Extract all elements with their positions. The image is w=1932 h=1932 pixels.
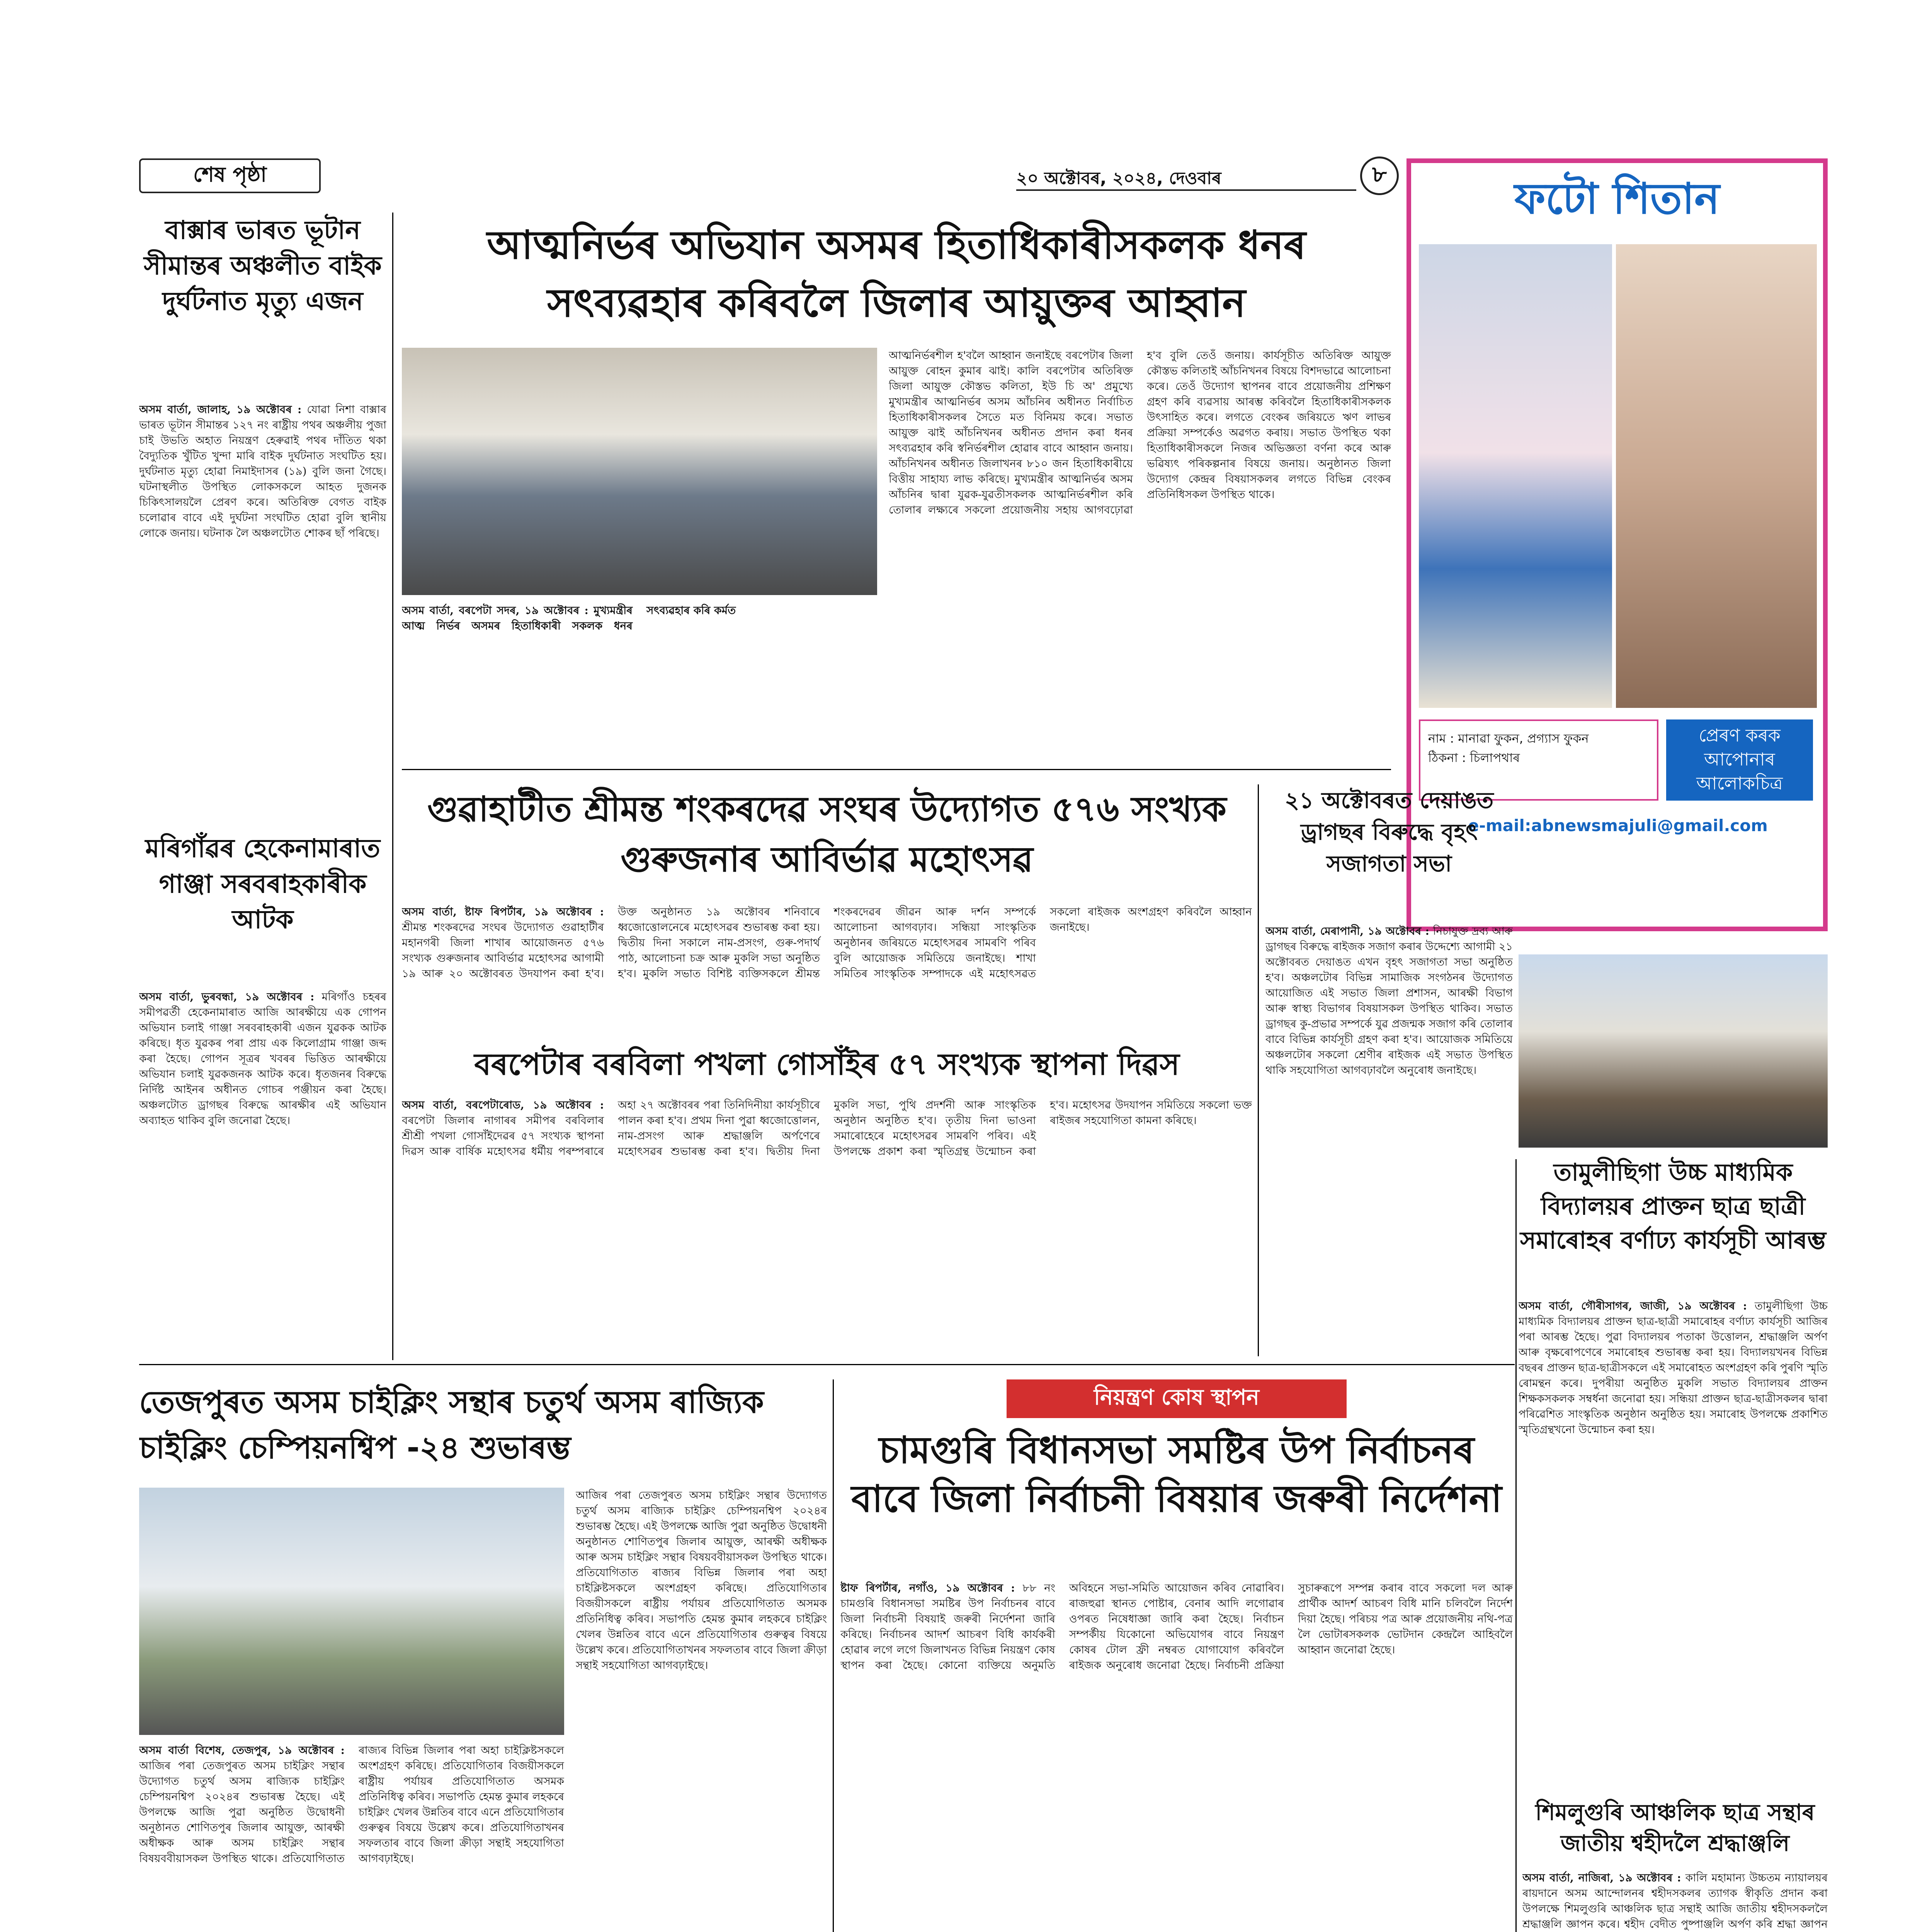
story-headline: চামগুৰি বিধানসভা সমষ্টিৰ উপ নিৰ্বাচনৰ বাবে জিলা নিৰ্বাচনী বিষয়াৰ জৰুৰী নিৰ্দেশনা [851, 1429, 1502, 1520]
story-headline: মৰিগাঁৱৰ হেকেনামাৰাত গাঞ্জা সৰবৰাহকাৰীক আটক [145, 833, 381, 934]
story-body-right: আজিৰ পৰা তেজপুৰত অসম চাইক্লিং সন্থাৰ উদ্যোগত চতুৰ্থ অসম ৰাজ্যিক চাইক্লিং চেম্পিয়নশ্বিপ ২০২৪ৰ শুভাৰম্ভ হৈছে। এই উপলক্ষে আজি পুৱা অনুষ্ঠিত উদ্বোধনী অনুষ্ঠানত শোণিতপুৰ জিলাৰ আয়ুক্ত, আৰক্ষী অধীক্ষক আৰু অসম চাইক্লিং সন্থাৰ বিষয়ববীয়াসকল উপস্থিত থাকে। প্ৰতিযোগিতাত ৰাজ্যৰ বিভিন্ন জিলাৰ পৰা অহা চাইক্লিষ্টসকলে অংশগ্ৰহণ কৰিছে। প্ৰতিযোগিতাৰ বিজয়ীসকলে ৰাষ্ট্ৰীয় পৰ্যায়ৰ প্ৰতিযোগিতাত অসমক প্ৰতিনিধিত্ব কৰিব। সভাপতি হেমন্ত কুমাৰ লহকৰে চাইক্লিং খেলৰ উন্নতিৰ বাবে এনে প্ৰতিযোগিতাৰ গুৰুত্বৰ বিষয়ে উল্লেখ কৰে। প্ৰতিযোগিতাখনৰ সফলতাৰ বাবে জিলা ক্ৰীড়া সন্থাই সহযোগিতা আগবঢ়াইছে। [576, 1489, 827, 1672]
story-headline: তামুলীছিগা উচ্চ মাধ্যমিক বিদ্যালয়ৰ প্ৰাক্তন ছাত্ৰ ছাত্ৰী সমাৰোহৰ বৰ্ণাঢ্য কাৰ্যসূচী আৰম্ভ [1520, 1158, 1826, 1254]
story-body: অসম বাৰ্তা, ভুৰবন্ধা, ১৯ অক্টোবৰ : মৰিগাঁও চহৰৰ সমীপৱৰ্তী হেকেনামাৰাত আজি আৰক্ষীয়ে এক গোপন অভিযান চলাই গাঞ্জা সৰবৰাহকাৰী এজন যুৱকক আটক কৰিছে। ধৃত যুৱকৰ পৰা প্ৰায় এক কিলোগ্ৰাম গাঞ্জা জব্দ কৰা হৈছে। গোপন সূত্ৰৰ খবৰৰ ভিত্তিত আৰক্ষীয়ে অভিযান চলাই যুৱকজনক আটক কৰে। ধৃতজনৰ বিৰুদ্ধে নিৰ্দিষ্ট আইনৰ অধীনত গোচৰ পঞ্জীয়ন কৰা হৈছে। অঞ্চলটোত ড্ৰাগছৰ বিৰুদ্ধে আৰক্ষীৰ এই অভিযান অব্যাহত থাকিব বুলি জনোৱা হৈছে। [139, 990, 386, 1127]
story-headline: গুৱাহাটীত শ্ৰীমন্ত শংকৰদেৱ সংঘৰ উদ্যোগত ৫৭৬ সংখ্যক গুৰুজনাৰ আবিৰ্ভাৱ মহোৎসৱ [427, 789, 1227, 880]
photo-alumni-meet [1519, 954, 1828, 1148]
section-rule [139, 1364, 1515, 1365]
photo-caption-meeting: অসম বাৰ্তা, বৰপেটা সদৰ, ১৯ অক্টোবৰ : মুখ্যমন্ত্ৰীৰ আত্ম নিৰ্ভৰ অসমৰ হিতাধিকাৰী সকলক ধনৰ সৎব্যৱহাৰ কৰি কৰ্মত [402, 604, 736, 632]
story-self-reliant [402, 216, 1391, 765]
section-rule [402, 769, 1391, 770]
story-body: অসম বাৰ্তা, মেৰাপানী, ১৯ অক্টোবৰ : নিচাযুক্ত দ্ৰব্য আৰু ড্ৰাগছৰ বিৰুদ্ধে ৰাইজক সজাগ কৰাৰ উদ্দেশ্যে আগামী ২১ অক্টোবৰত দেয়াঙত এখন বৃহৎ সজাগতা সভা অনুষ্ঠিত হ'ব। অঞ্চলটোৰ বিভিন্ন সামাজিক সংগঠনৰ উদ্যোগত আয়োজিত এই সভাত জিলা প্ৰশাসন, আৰক্ষী বিভাগ আৰু স্বাস্থ্য বিভাগৰ বিষয়াসকল উপস্থিত থাকিব। সভাত ড্ৰাগছৰ কু-প্ৰভাৱ সম্পৰ্কে যুৱ প্ৰজন্মক সজাগ কৰি তোলাৰ বাবে বিভিন্ন কাৰ্যসূচী গ্ৰহণ কৰা হ'ব। আয়োজক সমিতিয়ে অঞ্চলটোৰ সকলো শ্ৰেণীৰ ৰাইজক এই সভাত উপস্থিত থাকি সহযোগিতা আগবঢ়াবলৈ অনুৰোধ জনাইছে। [1265, 925, 1513, 1077]
column-rule [833, 1379, 834, 1932]
photo-contest-title: ফটো শিতান [1514, 174, 1720, 223]
story-drugs-awareness [1265, 784, 1513, 1356]
column-rule [392, 213, 393, 1360]
photo-name: নাম : মানাৱা ফুকন, প্রগ্যাস ফুকন [1428, 731, 1589, 746]
story-headline: আত্মনিৰ্ভৰ অভিযান অসমৰ হিতাধিকাৰীসকলক ধনৰ সৎব্যৱহাৰ কৰিবলৈ জিলাৰ আয়ুক্তৰ আহ্বান [487, 222, 1306, 326]
photo-contest-email[interactable]: e-mail:abnewsmajuli@gmail.com [1468, 816, 1768, 835]
story-body: ষ্টাফ ৰিপৰ্টাৰ, নগাঁও, ১৯ অক্টোবৰ : ৮৮ নং চামগুৰি বিধানসভা সমষ্টিৰ উপ নিৰ্বাচনৰ বাবে জিলা নিৰ্বাচনী বিষয়াই জৰুৰী নিৰ্দেশনা জাৰি কৰিছে। নিৰ্বাচনৰ আদৰ্শ আচৰণ বিধি কাৰ্যকৰী হোৱাৰ লগে লগে জিলাখনত বিভিন্ন নিয়ন্ত্ৰণ কোষ স্থাপন কৰা হৈছে। কোনো ব্যক্তিয়ে অনুমতি অবিহনে সভা-সমিতি আয়োজন কৰিব নোৱাৰিব। ৰাজহুৱা স্থানত পোষ্টাৰ, বেনাৰ আদি লগোৱাৰ ওপৰত নিষেধাজ্ঞা জাৰি কৰা হৈছে। নিৰ্বাচন সম্পৰ্কীয় যিকোনো অভিযোগৰ বাবে নিয়ন্ত্ৰণ কোষৰ টোল ফ্ৰী নম্বৰত যোগাযোগ কৰিবলৈ ৰাইজক অনুৰোধ জনোৱা হৈছে। নিৰ্বাচনী প্ৰক্ৰিয়া সুচাৰুৰূপে সম্পন্ন কৰাৰ বাবে সকলো দল আৰু প্ৰাৰ্থীক আদৰ্শ আচৰণ বিধি মানি চলিবলৈ নিৰ্দেশ দিয়া হৈছে। পৰিচয় পত্ৰ আৰু প্ৰয়োজনীয় নথি-পত্ৰ লৈ ভোটাৰসকলক ভোটদান কেন্দ্ৰলৈ আহিবলৈ আহ্বান জনোৱা হৈছে। [840, 1582, 1513, 1672]
story-body: অসম বাৰ্তা, গৌৰীসাগৰ, জাজী, ১৯ অক্টোবৰ : তামুলীছিগা উচ্চ মাধ্যমিক বিদ্যালয়ৰ প্ৰাক্তন ছাত্ৰ-ছাত্ৰী সমাৰোহৰ বৰ্ণাঢ্য কাৰ্যসূচী আজিৰ পৰা আৰম্ভ হৈছে। পুৱা বিদ্যালয়ৰ পতাকা উত্তোলন, শ্ৰদ্ধাঞ্জলি অৰ্পণ আৰু বৃক্ষৰোপণেৰে সমাৰোহৰ শুভাৰম্ভ কৰা হয়। বিদ্যালয়খনৰ বিভিন্ন বছৰৰ প্ৰাক্তন ছাত্ৰ-ছাত্ৰীসকলে এই সমাৰোহত অংশগ্ৰহণ কৰি পুৰণি স্মৃতি ৰোমন্থন কৰে। দুপৰীয়া অনুষ্ঠিত মুকলি সভাত বিদ্যালয়ৰ প্ৰাক্তন শিক্ষকসকলক সম্বৰ্ধনা জনোৱা হয়। সন্ধিয়া প্ৰাক্তন ছাত্ৰ-ছাত্ৰীসকলৰ দ্বাৰা পৰিৱেশিত সাংস্কৃতিক অনুষ্ঠান অনুষ্ঠিত হয়। সমাৰোহ উপলক্ষে প্ৰকাশিত স্মৃতিগ্ৰন্থখনো উন্মোচন কৰা হয়। [1519, 1299, 1828, 1436]
story-body: অসম বাৰ্তা, ষ্টাফ ৰিপৰ্টাৰ, ১৯ অক্টোবৰ : শ্ৰীমন্ত শংকৰদেৱ সংঘৰ উদ্যোগত গুৱাহাটীৰ মহানগৰী জিলা শাখাৰ আয়োজনত ৫৭৬ সংখ্যক গুৰুজনাৰ আবিৰ্ভাৱ মহোৎসৱ আগামী ১৯ আৰু ২০ অক্টোবৰত উদযাপন কৰা হ'ব। উক্ত অনুষ্ঠানত ১৯ অক্টোবৰ শনিবাৰে ধ্বজোত্তোলনেৰে মহোৎসৱৰ শুভাৰম্ভ কৰা হয়। দ্বিতীয় দিনা সকালে নাম-প্ৰসংগ, গুৰু-পদাৰ্থ পাঠ, আলোচনা চক্ৰ আৰু মুকলি সভা অনুষ্ঠিত হ'ব। মুকলি সভাত বিশিষ্ট ব্যক্তিসকলে শ্ৰীমন্ত শংকৰদেৱৰ জীৱন আৰু দৰ্শন সম্পৰ্কে আলোচনা আগবঢ়াব। সন্ধিয়া সাংস্কৃতিক অনুষ্ঠানৰ জৰিয়তে মহোৎসৱৰ সামৰণি পৰিব বুলি আয়োজক সমিতিয়ে জনাইছে। শাখা সমিতিৰ সাংস্কৃতিক সম্পাদকে এই মহোৎসৱত সকলো ৰাইজক অংশগ্ৰহণ কৰিবলৈ আহ্বান জনাইছে। [402, 905, 1252, 980]
story-body: আত্মনিৰ্ভৰশীল হ'বলৈ আহ্বান জনাইছে বৰপেটাৰ জিলা আয়ুক্ত ৰোহন কুমাৰ ঝাই। কালি বৰপেটাৰ অতিৰিক্ত জিলা আয়ুক্ত কৌস্তভ কলিতা, ইউ চি অ' প্ৰমুখ্যে মুখ্যমন্ত্ৰীৰ আত্মনিৰ্ভৰ অসম আঁচনিৰ অধীনত নিৰ্বাচিত হিতাধিকাৰীসকলৰ সৈতে মত বিনিময় কৰে। সভাত আয়ুক্ত ঝাই আঁচনিখনৰ অধীনত প্ৰদান কৰা ধনৰ সৎব্যৱহাৰ কৰি স্বনিৰ্ভৰশীল হোৱাৰ বাবে আহ্বান জনায়। আঁচনিখনৰ অধীনত জিলাখনৰ ৮১০ জন হিতাধিকাৰীয়ে বিত্তীয় সাহায্য লাভ কৰিছে। মুখ্যমন্ত্ৰীৰ আত্মনিৰ্ভৰ অসম আঁচনিৰ দ্বাৰা যুৱক-যুৱতীসকলক আত্মনিৰ্ভৰশীল কৰি তোলাৰ লক্ষ্যৰে সকলো প্ৰয়োজনীয় সহায় আগবঢ়োৱা হ'ব বুলি তেওঁ জনায়। কাৰ্যসূচীত অতিৰিক্ত আয়ুক্ত কৌস্তভ কলিতাই আঁচনিখনৰ বিষয়ে বিশদভাৱে আলোচনা কৰে। তেওঁ উদ্যোগ স্থাপনৰ বাবে প্ৰয়োজনীয় প্ৰশিক্ষণ গ্ৰহণ কৰি ব্যৱসায় আৰম্ভ কৰিবলৈ হিতাধিকাৰীসকলক উৎসাহিত কৰে। লগতে বেংকৰ জৰিয়তে ঋণ লাভৰ প্ৰক্ৰিয়া সম্পৰ্কেও অৱগত কৰায়। সভাত উপস্থিত থকা হিতাধিকাৰীসকলে নিজৰ অভিজ্ঞতা বৰ্ণনা কৰে আৰু ভৱিষ্যৎ পৰিকল্পনাৰ বিষয়ে জনায়। অনুষ্ঠানত জিলা উদ্যোগ কেন্দ্ৰৰ বিষয়াসকলৰ লগতে বিভিন্ন বেংকৰ প্ৰতিনিধিসকল উপস্থিত থাকে। [889, 349, 1391, 516]
column-rule [1258, 784, 1259, 1356]
photo-child-girl [1419, 244, 1612, 708]
photo-child-boy [1616, 244, 1817, 708]
story-headline: শিমলুগুৰি আঞ্চলিক ছাত্ৰ সন্থাৰ জাতীয় শ্বহীদলৈ শ্ৰদ্ধাঞ্জলি [1535, 1799, 1815, 1856]
photo-address: ঠিকনা : চিলাপথাৰ [1428, 750, 1520, 765]
date-line [1016, 165, 1356, 191]
story-headline: ২১ অক্টোবৰত দেয়াঙত ড্ৰাগছৰ বিৰুদ্ধে বৃহৎ সজাগতা সভা [1284, 787, 1494, 877]
story-body: অসম বাৰ্তা বিশেষ, তেজপুৰ, ১৯ অক্টোবৰ : আজিৰ পৰা তেজপুৰত অসম চাইক্লিং সন্থাৰ উদ্যোগত চতুৰ্থ অসম ৰাজ্যিক চাইক্লিং চেম্পিয়নশ্বিপ ২০২৪ৰ শুভাৰম্ভ হৈছে। এই উপলক্ষে আজি পুৱা অনুষ্ঠিত উদ্বোধনী অনুষ্ঠানত শোণিতপুৰ জিলাৰ আয়ুক্ত, আৰক্ষী অধীক্ষক আৰু অসম চাইক্লিং সন্থাৰ বিষয়ববীয়াসকল উপস্থিত থাকে। প্ৰতিযোগিতাত ৰাজ্যৰ বিভিন্ন জিলাৰ পৰা অহা চাইক্লিষ্টসকলে অংশগ্ৰহণ কৰিছে। প্ৰতিযোগিতাৰ বিজয়ীসকলে ৰাষ্ট্ৰীয় পৰ্যায়ৰ প্ৰতিযোগিতাত অসমক প্ৰতিনিধিত্ব কৰিব। সভাপতি হেমন্ত কুমাৰ লহকৰে চাইক্লিং খেলৰ উন্নতিৰ বাবে এনে প্ৰতিযোগিতাৰ গুৰুত্বৰ বিষয়ে উল্লেখ কৰে। প্ৰতিযোগিতাখনৰ সফলতাৰ বাবে জিলা ক্ৰীড়া সন্থাই সহযোগিতা আগবঢ়াইছে। [139, 1744, 564, 1865]
story-ganja-arrest [139, 831, 386, 1364]
story-body: অসম বাৰ্তা, বৰপেটাৰোড, ১৯ অক্টোবৰ : বৰপেটা জিলাৰ নাগাৰৰ সমীপৰ বৰবিলাৰ শ্ৰীশ্ৰী পখলা গোসাঁইদেৱৰ ৫৭ সংখ্যক স্থাপনা দিৱস আৰু বাৰ্ষিক মহোৎসৱ ধৰ্মীয় পৰম্পৰাৰে অহা ২৭ অক্টোবৰৰ পৰা তিনিদিনীয়া কাৰ্যসূচীৰে পালন কৰা হ'ব। প্ৰথম দিনা পুৱা ধ্বজোত্তোলন, নাম-প্ৰসংগ আৰু শ্ৰদ্ধাঞ্জলি অৰ্পণেৰে মহোৎসৱৰ শুভাৰম্ভ কৰা হ'ব। দ্বিতীয় দিনা মুকলি সভা, পুথি প্ৰদৰ্শনী আৰু সাংস্কৃতিক অনুষ্ঠান অনুষ্ঠিত হ'ব। তৃতীয় দিনা ভাওনা সমাৰোহেৰে মহোৎসৱৰ সামৰণি পৰিব। এই উপলক্ষে প্ৰকাশ কৰা স্মৃতিগ্ৰন্থ উন্মোচন কৰা হ'ব। মহোৎসৱ উদযাপন সমিতিয়ে সকলো ভক্ত ৰাইজৰ সহযোগিতা কামনা কৰিছে। [402, 1099, 1252, 1158]
issue-date: ২০ অক্টোবৰ, ২০২৪, দেওবাৰ [1016, 168, 1221, 188]
story-headline: বাক্সাৰ ভাৰত ভূটান সীমান্তৰ অঞ্চলীত বাইক দুৰ্ঘটনাত মৃত্যু এজন [144, 215, 382, 316]
story-headline: বৰপেটাৰ বৰবিলা পখলা গোসাঁইৰ ৫৭ সংখ্যক স্থাপনা দিৱস [474, 1047, 1180, 1082]
photo-cycling [139, 1488, 564, 1735]
story-barbila-founding [402, 1043, 1252, 1356]
section-tag [139, 158, 321, 193]
photo-meeting [402, 348, 877, 595]
story-headline: তেজপুৰত অসম চাইক্লিং সন্থাৰ চতুৰ্থ অসম ৰাজ্যিক চাইক্লিং চেম্পিয়নশ্বিপ -২৪ শুভাৰম্ভ [139, 1384, 764, 1466]
story-shimaluguri-tribute [1522, 1797, 1828, 1932]
story-body: অসম বাৰ্তা, জালাহ, ১৯ অক্টোবৰ : যোৱা নিশা বাক্সাৰ ভাৰত ভূটান সীমান্তৰ ১২৭ নং ৰাষ্ট্ৰীয় পথৰ অঞ্চলীয় পুজা চাই উভতি অহাত নিয়ন্ত্ৰণ হেৰুৱাই পথৰ দাঁতিত থকা বৈদ্যুতিক খুঁটিত খুন্দা মাৰি বাইক দুৰ্ঘটনাত সংঘটিত হয়। দুৰ্ঘটনাত মৃত্যু হোৱা নিমাইদাসৰ (১৯) বুলি জনা গৈছে। ঘটনাস্থলীত উপস্থিত লোকসকলে আহত দুজনক চিকিৎসালয়লৈ প্ৰেৰণ কৰে। অতিৰিক্ত বেগত বাইক চলোৱাৰ বাবে এই দুৰ্ঘটনা সংঘটিত হোৱা বুলি স্থানীয় লোকে জনায়। ঘটনাক লৈ অঞ্চলটোত শোকৰ ছাঁ পৰিছে। [139, 403, 386, 539]
story-kicker: নিয়ন্ত্ৰণ কোষ স্থাপন [1007, 1379, 1347, 1418]
section-label: শেষ পৃষ্ঠা [193, 162, 267, 187]
column-rule [1515, 1159, 1517, 1932]
page-number: ৮ [1360, 156, 1399, 195]
photo-contest-cta: প্ৰেৰণ কৰক আপোনাৰ আলোকচিত্ৰ [1666, 719, 1813, 801]
story-chamaguri-bypoll [840, 1379, 1513, 1932]
photo-contest-header [1411, 163, 1823, 240]
story-alumni-meet [1519, 1155, 1828, 1793]
masthead [139, 155, 1399, 197]
story-cycling-championship [139, 1379, 827, 1932]
story-body: অসম বাৰ্তা, নাজিৰা, ১৯ অক্টোবৰ : কালি মহামান্য উচ্চতম ন্যায়ালয়ৰ ৰায়দানে অসম আন্দোলনৰ শ্বহীদসকলৰ ত্যাগক স্বীকৃতি প্ৰদান কৰা উপলক্ষে শিমলুগুৰি আঞ্চলিক ছাত্ৰ সন্থাই আজি জাতীয় শ্বহীদসকললৈ শ্ৰদ্ধাঞ্জলি জ্ঞাপন কৰে। শ্বহীদ বেদীত পুষ্পাঞ্জলি অৰ্পণ কৰি শ্ৰদ্ধা জ্ঞাপন [1522, 1871, 1828, 1930]
